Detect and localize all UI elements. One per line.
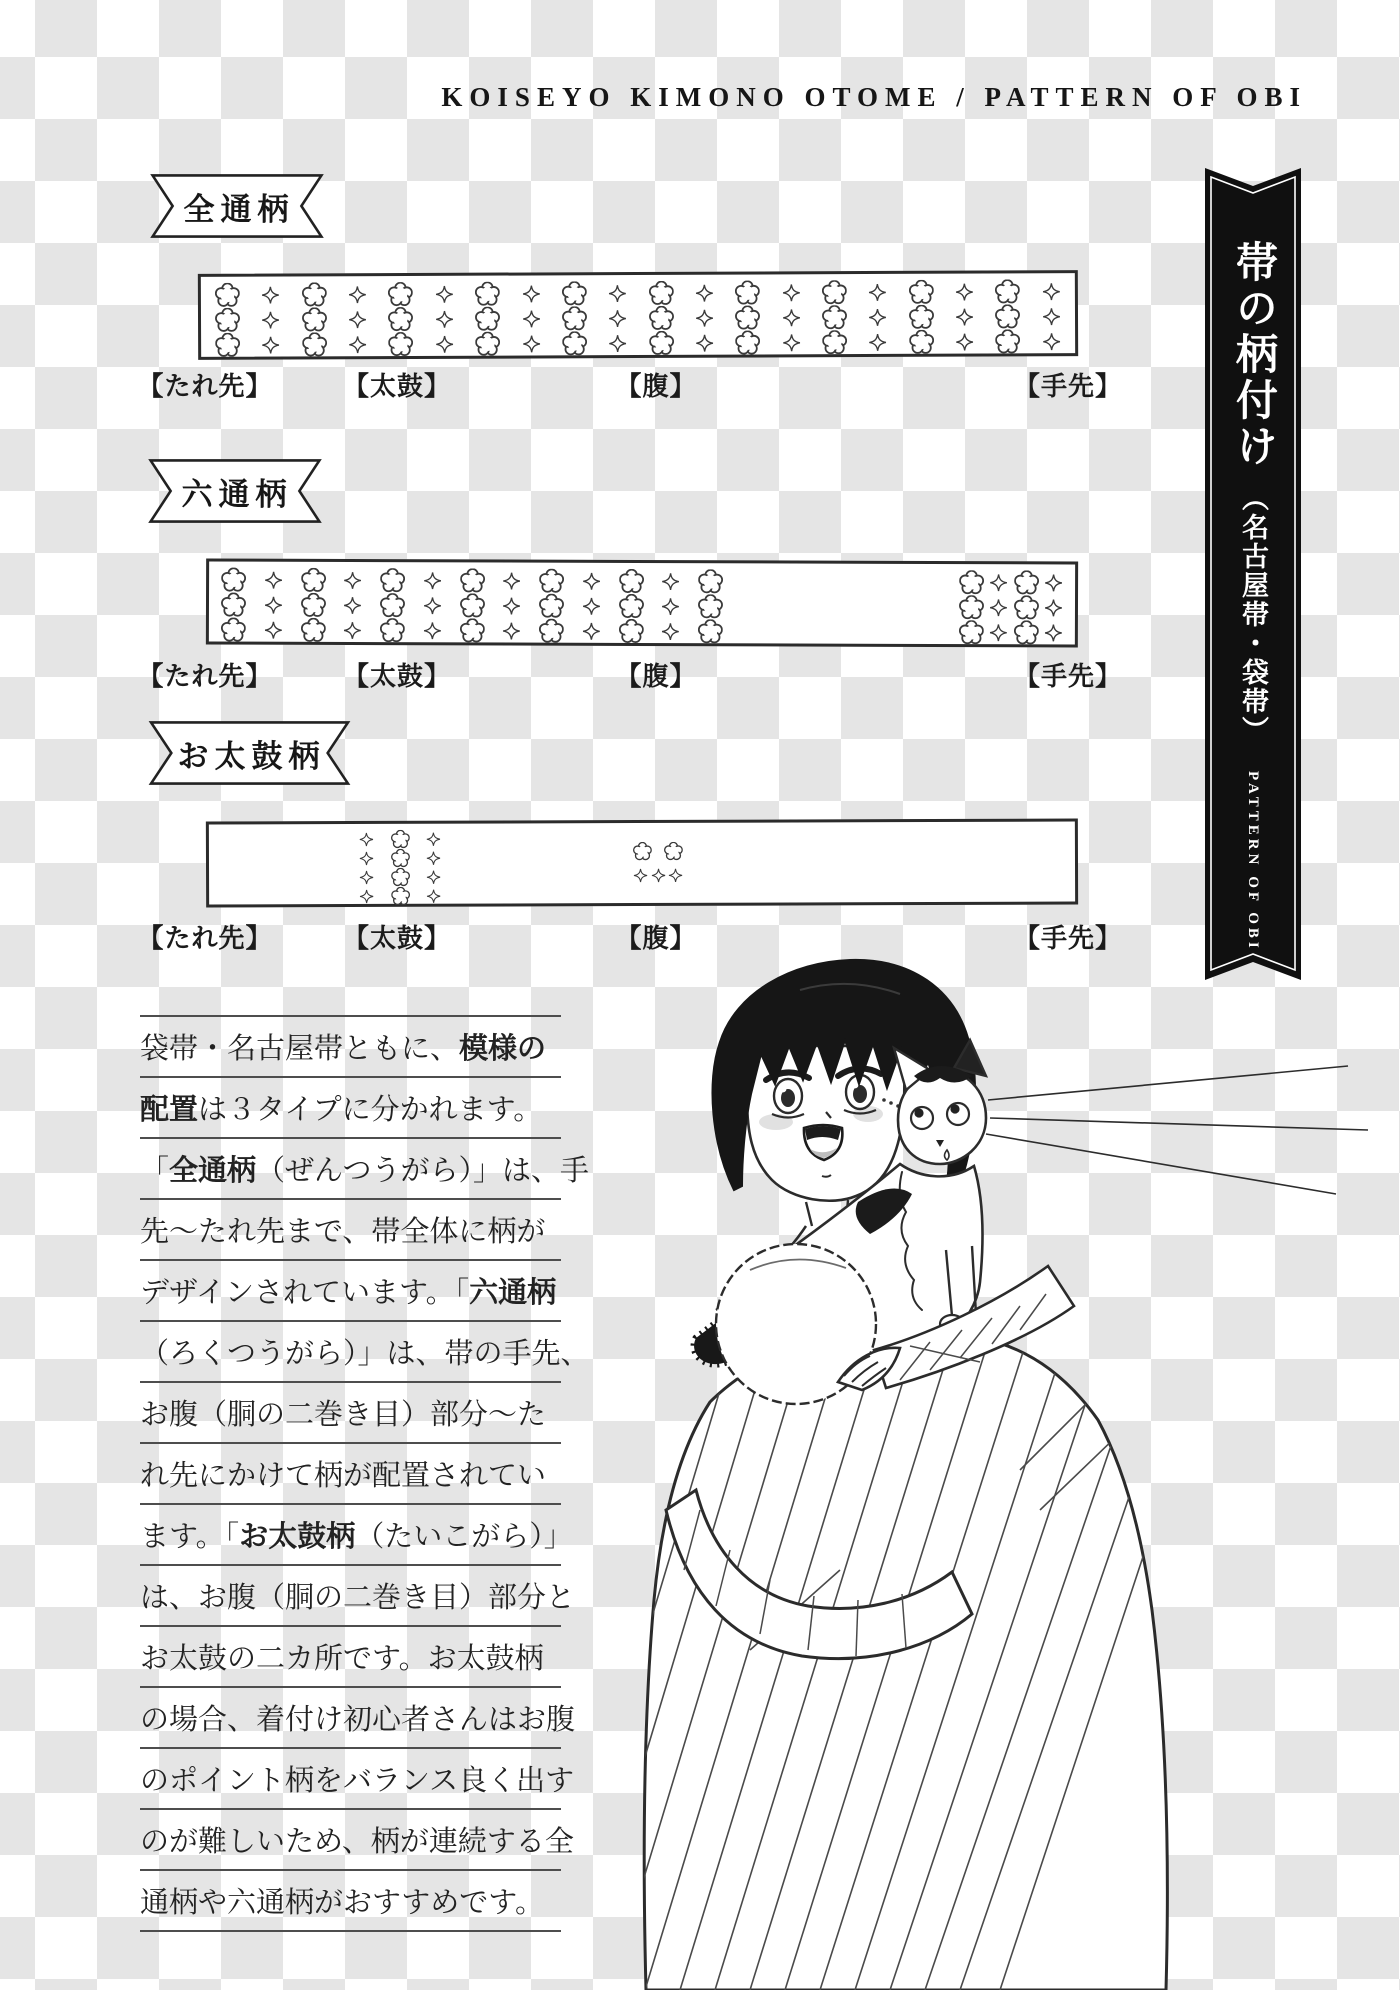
flower-icon xyxy=(475,282,500,307)
sparkle-icon xyxy=(521,284,540,303)
flower-icon xyxy=(215,308,240,333)
pattern-row xyxy=(959,595,1063,620)
flower-icon xyxy=(698,569,723,594)
flower-icon xyxy=(959,620,984,645)
pattern-row xyxy=(959,620,1063,645)
side-title-banner xyxy=(1205,168,1301,980)
flower-icon xyxy=(633,841,652,860)
article-line: の場合、着付け初心者さんはお腹 xyxy=(140,1686,561,1747)
sparkle-icon xyxy=(435,285,454,304)
pos-label-taiko: 【太鼓】 xyxy=(342,923,452,953)
sparkle-icon xyxy=(348,335,367,354)
pattern-row xyxy=(221,593,723,620)
flower-icon xyxy=(475,332,500,357)
sparkle-icon xyxy=(359,870,374,885)
pos-label-tesaki: 【手先】 xyxy=(1013,661,1123,691)
flower-icon xyxy=(648,281,673,306)
pattern-row xyxy=(221,568,723,595)
sparkle-icon xyxy=(1042,307,1061,326)
flower-icon xyxy=(735,280,760,305)
obi-pattern-hara-cluster xyxy=(633,839,683,887)
flower-icon xyxy=(539,594,564,619)
article-line: 先〜たれ先まで、帯全体に柄が xyxy=(140,1198,561,1259)
article-line: ます。「 お太鼓柄 （たいこがら）」 xyxy=(140,1503,561,1564)
flower-icon xyxy=(664,841,683,860)
sparkle-icon xyxy=(695,284,714,303)
pos-label-taresaki: 【たれ先】 xyxy=(137,661,273,691)
sparkle-icon xyxy=(868,333,887,352)
flower-icon xyxy=(221,568,246,593)
flower-icon xyxy=(995,279,1020,304)
sparkle-icon xyxy=(608,284,627,303)
flower-icon xyxy=(475,307,500,332)
sparkle-icon xyxy=(521,309,540,328)
sparkle-icon xyxy=(264,596,283,615)
sparkle-icon xyxy=(522,334,541,353)
flower-icon xyxy=(618,619,643,644)
sparkle-icon xyxy=(343,596,362,615)
flower-icon xyxy=(391,868,410,887)
sparkle-icon xyxy=(423,596,442,615)
sparkle-icon xyxy=(426,889,441,904)
sparkle-icon xyxy=(955,333,974,352)
ribbon-label: 全通柄 xyxy=(183,191,295,227)
article-line: のが難しいため、柄が連続する全 xyxy=(140,1808,561,1869)
flower-icon xyxy=(995,304,1020,329)
sparkle-icon xyxy=(1044,623,1063,642)
sparkle-icon xyxy=(343,571,362,590)
flower-icon xyxy=(389,332,414,357)
pattern-row xyxy=(359,849,441,868)
pattern-row xyxy=(215,329,1061,358)
article-line: お太鼓の二カ所です。お太鼓柄 xyxy=(140,1625,561,1686)
obi-band-zentsugara xyxy=(198,270,1078,360)
flower-icon xyxy=(391,887,410,906)
sparkle-icon xyxy=(359,889,374,904)
sparkle-icon xyxy=(1042,282,1061,301)
sparkle-icon xyxy=(989,623,1008,642)
flower-icon xyxy=(909,305,934,330)
banner-vertical-text xyxy=(1205,168,1301,980)
sparkle-icon xyxy=(264,571,283,590)
sparkle-icon xyxy=(989,573,1008,592)
article-line: 「 全通柄 （ぜんつうがら）」は、手 xyxy=(140,1137,561,1198)
article-line: 配置 は３タイプに分かれます。 xyxy=(140,1076,561,1137)
article-bottom-rule xyxy=(140,1930,561,1932)
sparkle-icon xyxy=(359,851,374,866)
flower-icon xyxy=(460,568,485,593)
article-line: 通柄や六通柄がおすすめです。 xyxy=(140,1869,561,1930)
flower-icon xyxy=(388,307,413,332)
sparkle-icon xyxy=(782,333,801,352)
flower-icon xyxy=(300,618,325,643)
pattern-row xyxy=(215,279,1061,308)
ribbon-otaikogara xyxy=(148,720,351,786)
pos-label-hara: 【腹】 xyxy=(615,923,697,953)
sparkle-icon xyxy=(608,309,627,328)
sparkle-icon xyxy=(633,867,648,882)
pattern-row xyxy=(359,830,441,849)
banner-caption: PATTERN OF OBI xyxy=(1245,771,1261,952)
sparkle-icon xyxy=(435,335,454,354)
flower-icon xyxy=(562,281,587,306)
article-line: れ先にかけて柄が配置されてい xyxy=(140,1442,561,1503)
flower-icon xyxy=(380,593,405,618)
flower-icon xyxy=(1014,620,1039,645)
flower-icon xyxy=(380,568,405,593)
sparkle-icon xyxy=(348,285,367,304)
sparkle-icon xyxy=(582,597,601,616)
ribbon-label: お太鼓柄 xyxy=(177,738,326,774)
flower-icon xyxy=(735,330,760,355)
pos-label-taiko: 【太鼓】 xyxy=(342,661,452,691)
sparkle-icon xyxy=(695,309,714,328)
sparkle-icon xyxy=(261,286,280,305)
obi-band-rokutsugara xyxy=(206,558,1078,647)
sparkle-icon xyxy=(423,621,442,640)
flower-icon xyxy=(822,330,847,355)
obi-pattern-taiko-cluster xyxy=(359,830,441,898)
flower-icon xyxy=(649,306,674,331)
flower-icon xyxy=(221,618,246,643)
sparkle-icon xyxy=(1042,332,1061,351)
sparkle-icon xyxy=(868,283,887,302)
obi-pattern-left-segment xyxy=(221,568,723,638)
flower-icon xyxy=(562,331,587,356)
flower-icon xyxy=(539,619,564,644)
article-line: （ろくつうがら）」は、帯の手先、 xyxy=(140,1320,561,1381)
flower-icon xyxy=(221,593,246,618)
sparkle-icon xyxy=(435,310,454,329)
sparkle-icon xyxy=(426,870,441,885)
pos-label-tesaki: 【手先】 xyxy=(1013,371,1123,401)
flower-icon xyxy=(619,569,644,594)
flower-icon xyxy=(959,570,984,595)
flower-icon xyxy=(822,280,847,305)
sparkle-icon xyxy=(423,571,442,590)
pos-label-taiko: 【太鼓】 xyxy=(342,371,452,401)
flower-icon xyxy=(390,830,409,849)
pattern-row xyxy=(633,863,683,887)
ribbon-zentsugara xyxy=(150,173,324,239)
flower-icon xyxy=(959,595,984,620)
flower-icon xyxy=(996,329,1021,354)
ribbon-label: 六通柄 xyxy=(181,476,293,512)
sparkle-icon xyxy=(668,867,683,882)
sparkle-icon xyxy=(782,283,801,302)
article-line: デザインされています。「 六通柄 xyxy=(140,1259,561,1320)
pos-label-tesaki: 【手先】 xyxy=(1013,923,1123,953)
pattern-row xyxy=(359,887,441,906)
sparkle-icon xyxy=(582,572,601,591)
pattern-row xyxy=(359,868,441,887)
flower-icon xyxy=(390,849,409,868)
pos-label-taresaki: 【たれ先】 xyxy=(137,371,273,401)
obi-pattern-right-segment xyxy=(959,570,1063,638)
flower-icon xyxy=(539,569,564,594)
sparkle-icon xyxy=(695,334,714,353)
flower-icon xyxy=(822,305,847,330)
flower-icon xyxy=(735,305,760,330)
sparkle-icon xyxy=(261,336,280,355)
flower-icon xyxy=(302,332,327,357)
page-title: KOISEYO KIMONO OTOME / PATTERN OF OBI xyxy=(441,82,1307,112)
sparkle-icon xyxy=(661,597,680,616)
flower-icon xyxy=(388,282,413,307)
sparkle-icon xyxy=(989,598,1008,617)
flower-icon xyxy=(909,330,934,355)
sparkle-icon xyxy=(782,308,801,327)
sparkle-icon xyxy=(1044,598,1063,617)
flower-icon xyxy=(215,283,240,308)
flower-icon xyxy=(698,594,723,619)
flower-icon xyxy=(698,619,723,644)
sparkle-icon xyxy=(502,622,521,641)
article-line: お腹（胴の二巻き目）部分〜た xyxy=(140,1381,561,1442)
obi-pattern xyxy=(215,279,1061,351)
flower-icon xyxy=(302,282,327,307)
sparkle-icon xyxy=(651,867,666,882)
pos-label-hara: 【腹】 xyxy=(615,371,697,401)
flower-icon xyxy=(215,333,240,358)
flower-icon xyxy=(562,306,587,331)
flower-icon xyxy=(618,594,643,619)
flower-icon xyxy=(302,307,327,332)
flower-icon xyxy=(459,618,484,643)
flower-icon xyxy=(649,331,674,356)
flower-icon xyxy=(301,568,326,593)
sparkle-icon xyxy=(426,851,441,866)
cat-whiskers xyxy=(986,1066,1368,1194)
article-line: のポイント柄をバランス良く出す xyxy=(140,1747,561,1808)
flower-icon xyxy=(1014,595,1039,620)
sparkle-icon xyxy=(582,622,601,641)
pos-label-hara: 【腹】 xyxy=(615,661,697,691)
article-line: 袋帯・名古屋帯ともに、 模様の xyxy=(140,1015,561,1076)
flower-icon xyxy=(1014,570,1039,595)
sparkle-icon xyxy=(348,310,367,329)
banner-title: 帯の柄付け xyxy=(1230,240,1276,471)
article-text xyxy=(140,1015,590,1932)
sparkle-icon xyxy=(661,572,680,591)
pattern-row xyxy=(959,570,1063,595)
pattern-row xyxy=(221,618,723,645)
sparkle-icon xyxy=(1044,573,1063,592)
sparkle-icon xyxy=(608,334,627,353)
sparkle-icon xyxy=(955,308,974,327)
sparkle-icon xyxy=(264,621,283,640)
girl-with-cat-illustration xyxy=(600,950,1400,1990)
obi-band-otaikogara xyxy=(206,818,1078,907)
pos-label-taresaki: 【たれ先】 xyxy=(137,923,273,953)
sparkle-icon xyxy=(426,832,441,847)
banner-subtitle: （名古屋帯・袋帯） xyxy=(1238,484,1268,746)
sparkle-icon xyxy=(868,308,887,327)
sparkle-icon xyxy=(955,283,974,302)
sparkle-icon xyxy=(359,832,374,847)
article-line: は、お腹（胴の二巻き目）部分と xyxy=(140,1564,561,1625)
sparkle-icon xyxy=(261,311,280,330)
flower-icon xyxy=(909,280,934,305)
flower-icon xyxy=(300,593,325,618)
sparkle-icon xyxy=(502,597,521,616)
pattern-row xyxy=(633,839,683,863)
sparkle-icon xyxy=(343,621,362,640)
flower-icon xyxy=(459,593,484,618)
flower-icon xyxy=(380,618,405,643)
sparkle-icon xyxy=(661,622,680,641)
ribbon-rokutsugara xyxy=(148,458,322,524)
sparkle-icon xyxy=(502,572,521,591)
pattern-row xyxy=(215,304,1061,333)
